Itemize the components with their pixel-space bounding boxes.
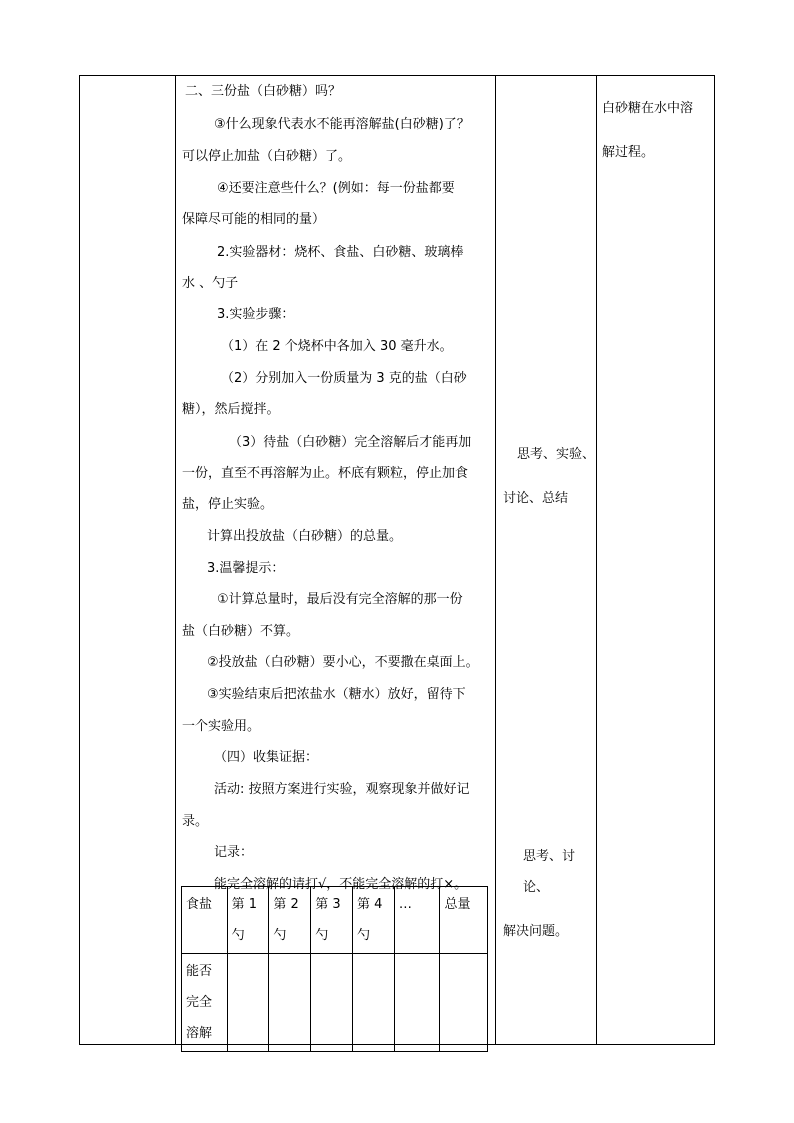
text-line: （四）收集证据：	[214, 750, 319, 765]
column-divider	[495, 75, 496, 1045]
table-header-row	[182, 887, 488, 954]
text-line: 水 、勺子	[182, 276, 239, 291]
table-header-cell: …	[394, 887, 440, 954]
text-line: 能完全溶解的请打√，不能完全溶解的打×。	[214, 877, 468, 892]
record-table	[181, 886, 488, 1052]
text-line: ①计算总量时，最后没有完全溶解的那一份	[217, 592, 463, 607]
row-label: 能否完全溶解	[182, 954, 228, 1052]
text-line: 思考、实验、	[517, 447, 596, 462]
table-header-cell: 第 1 勺	[227, 887, 269, 954]
text-line: 一份，直至不再溶解为止。杯底有颗粒，停止加食	[182, 466, 469, 481]
text-line: 糖），然后搅拌。	[182, 402, 280, 417]
text-line: 保障尽可能的相同的量）	[182, 212, 326, 227]
table-header-cell: 第 3 勺	[311, 887, 353, 954]
text-line: 白砂糖在水中溶	[602, 101, 694, 116]
text-line: 3.实验步骤：	[217, 307, 295, 322]
record-cell[interactable]	[311, 954, 353, 1052]
text-line: 3.温馨提示：	[207, 561, 285, 576]
text-line: ③什么现象代表水不能再溶解盐(白砂糖)了？	[214, 117, 470, 132]
design-intent-column	[602, 80, 710, 181]
text-line: 计算出投放盐（白砂糖）的总量。	[207, 529, 403, 544]
record-cell[interactable]	[440, 954, 488, 1052]
text-line: ②投放盐（白砂糖）要小心，不要撒在桌面上。	[207, 655, 479, 670]
student-activity-block	[503, 828, 595, 960]
record-cell[interactable]	[269, 954, 311, 1052]
record-cell[interactable]	[227, 954, 269, 1052]
text-line: ④还要注意些什么？(例如：每一份盐都要	[217, 181, 455, 196]
table-header-cell: 第 2 勺	[269, 887, 311, 954]
text-line: 2.实验器材：烧杯、食盐、白砂糖、玻璃棒	[217, 245, 464, 260]
text-line: （1）在 2 个烧杯中各加入 30 毫升水。	[221, 339, 453, 354]
text-line: 录。	[182, 814, 209, 829]
text-line: 解过程。	[602, 145, 655, 160]
text-line: ③实验结束后把浓盐水（糖水）放好，留待下	[207, 687, 466, 702]
table-header-cell: 食盐	[182, 887, 228, 954]
text-line: 可以停止加盐（白砂糖）了。	[182, 149, 352, 164]
text-line: 二、三份盐（白砂糖）吗？	[185, 84, 342, 99]
record-cell[interactable]	[394, 954, 440, 1052]
column-divider	[596, 75, 597, 1045]
table-header-cell: 总量	[440, 887, 488, 954]
text-line: 盐，停止实验。	[182, 497, 274, 512]
text-line: 讨论、总结	[503, 491, 569, 506]
table-header-cell: 第 4 勺	[353, 887, 395, 954]
text-line: 活动: 按照方案进行实验，观察现象并做好记	[214, 782, 470, 797]
text-line: 盐（白砂糖）不算。	[182, 624, 300, 639]
student-activity-block	[503, 426, 595, 527]
record-cell[interactable]	[353, 954, 395, 1052]
table-row	[182, 954, 488, 1052]
text-line: 一个实验用。	[182, 719, 261, 734]
text-line: 记录：	[214, 845, 254, 860]
text-line: 解决问题。	[503, 924, 569, 939]
column-divider	[175, 75, 176, 1045]
text-line: （3）待盐（白砂糖）完全溶解后才能再加	[229, 435, 472, 450]
text-line: 思考、讨论、	[523, 849, 576, 895]
text-line: （2）分别加入一份质量为 3 克的盐（白砂	[221, 371, 467, 386]
